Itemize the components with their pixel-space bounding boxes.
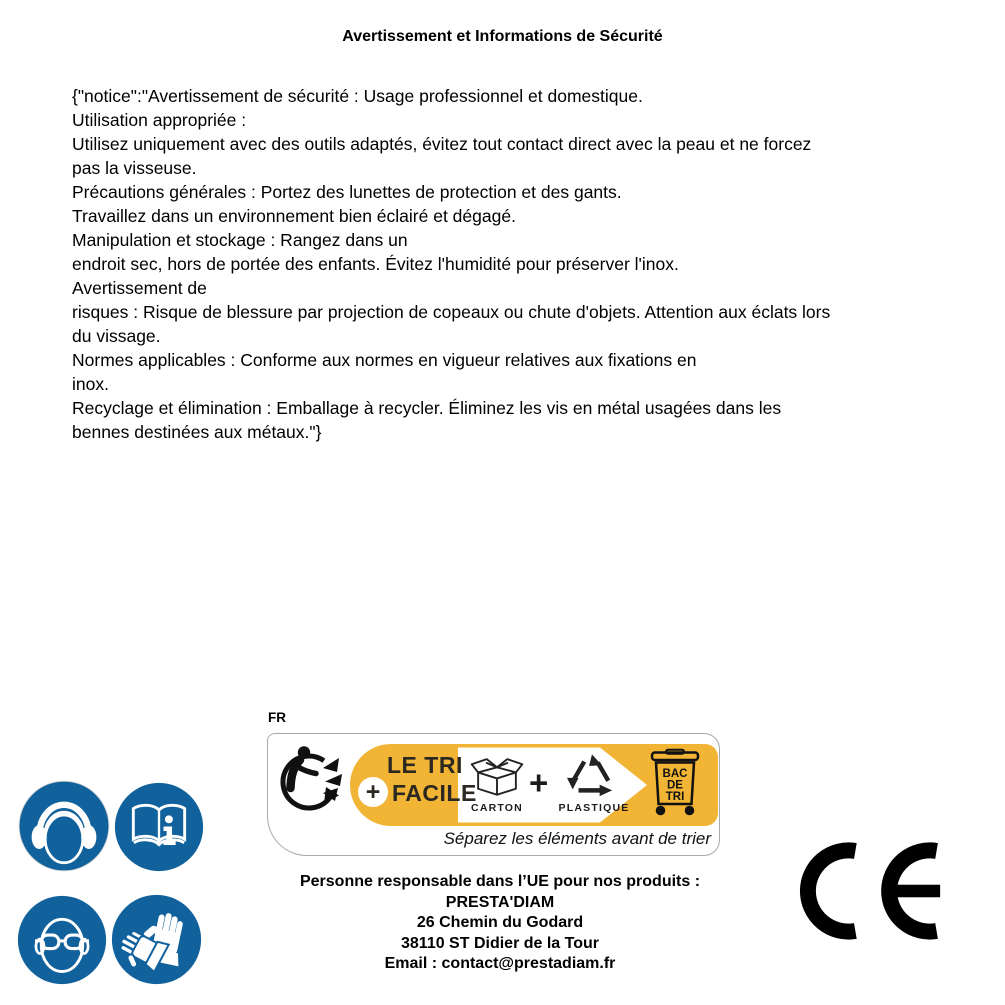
- notice-line: inox.: [72, 374, 109, 394]
- address-street: 26 Chemin du Godard: [416, 914, 584, 932]
- tri-headline-line2: FACILE: [392, 780, 477, 806]
- tri-facile-band: [350, 744, 718, 826]
- notice-line: Précautions générales : Portez des lunettes de protection et des gants.: [72, 182, 622, 202]
- material-carton-label: CARTON: [471, 802, 523, 814]
- bin-text-line3: TRI: [665, 791, 685, 803]
- notice-line: endroit sec, hors de portée des enfants. Évitez l'humidité pour préserver l'inox.: [72, 254, 679, 274]
- notice-line: Avertissement de: [72, 278, 207, 298]
- safety-notice-text: [72, 84, 952, 444]
- notice-line: pas la visseuse.: [72, 158, 197, 178]
- sorting-tagline: Séparez les éléments avant de trier: [443, 829, 711, 848]
- ear-protection-icon: [18, 780, 110, 877]
- material-plastique-label: PLASTIQUE: [558, 802, 630, 814]
- tri-headline-plus: +: [365, 777, 381, 806]
- notice-line: Recyclage et élimination : Emballage à recycler. Éliminez les vis en métal usagées dans les: [72, 398, 782, 418]
- notice-line: bennes destinées aux métaux."}: [72, 422, 322, 442]
- notice-line: Utilisez uniquement avec des outils adaptés, évitez tout contact direct avec la peau et ne forcez: [72, 134, 812, 154]
- notice-line: Utilisation appropriée :: [72, 110, 247, 130]
- address-city: 38110 ST Didier de la Tour: [401, 934, 599, 952]
- read-manual-icon: [114, 782, 204, 877]
- country-code-label: FR: [268, 710, 286, 725]
- plastique-recycle-icon: [564, 751, 618, 799]
- bin-text-line2: DE: [667, 779, 683, 792]
- carton-box-icon: [466, 751, 528, 799]
- notice-line: {"notice":"Avertissement de sécurité : Usage professionnel et domestique.: [72, 86, 643, 106]
- notice-line: Manipulation et stockage : Rangez dans un: [72, 230, 408, 250]
- responsible-intro: Personne responsable dans l’UE pour nos produits :: [299, 873, 701, 890]
- info-tri-label: [267, 733, 720, 856]
- plus-circle-icon: [358, 777, 388, 807]
- company-name: PRESTA'DIAM: [445, 893, 555, 911]
- notice-line: Travaillez dans un environnement bien éclairé et dégagé.: [72, 206, 516, 226]
- notice-line: Normes applicables : Conforme aux normes en vigueur relatives aux fixations en: [72, 350, 697, 370]
- notice-line: du vissage.: [72, 326, 161, 346]
- triman-icon: [278, 743, 344, 813]
- notice-line: risques : Risque de blessure par projection de copeaux ou chute d'objets. Attention aux éclats lors: [72, 302, 831, 322]
- ce-mark-icon: [799, 842, 944, 940]
- bin-text-line1: BAC: [662, 768, 688, 780]
- bac-de-tri-bin-icon: [646, 747, 704, 821]
- page-title: Avertissement et Informations de Sécurité: [342, 28, 663, 45]
- contact-email: Email : contact@prestadiam.fr: [384, 955, 616, 973]
- tri-headline-line1: LE TRI: [387, 752, 463, 778]
- materials-plus: +: [529, 764, 549, 801]
